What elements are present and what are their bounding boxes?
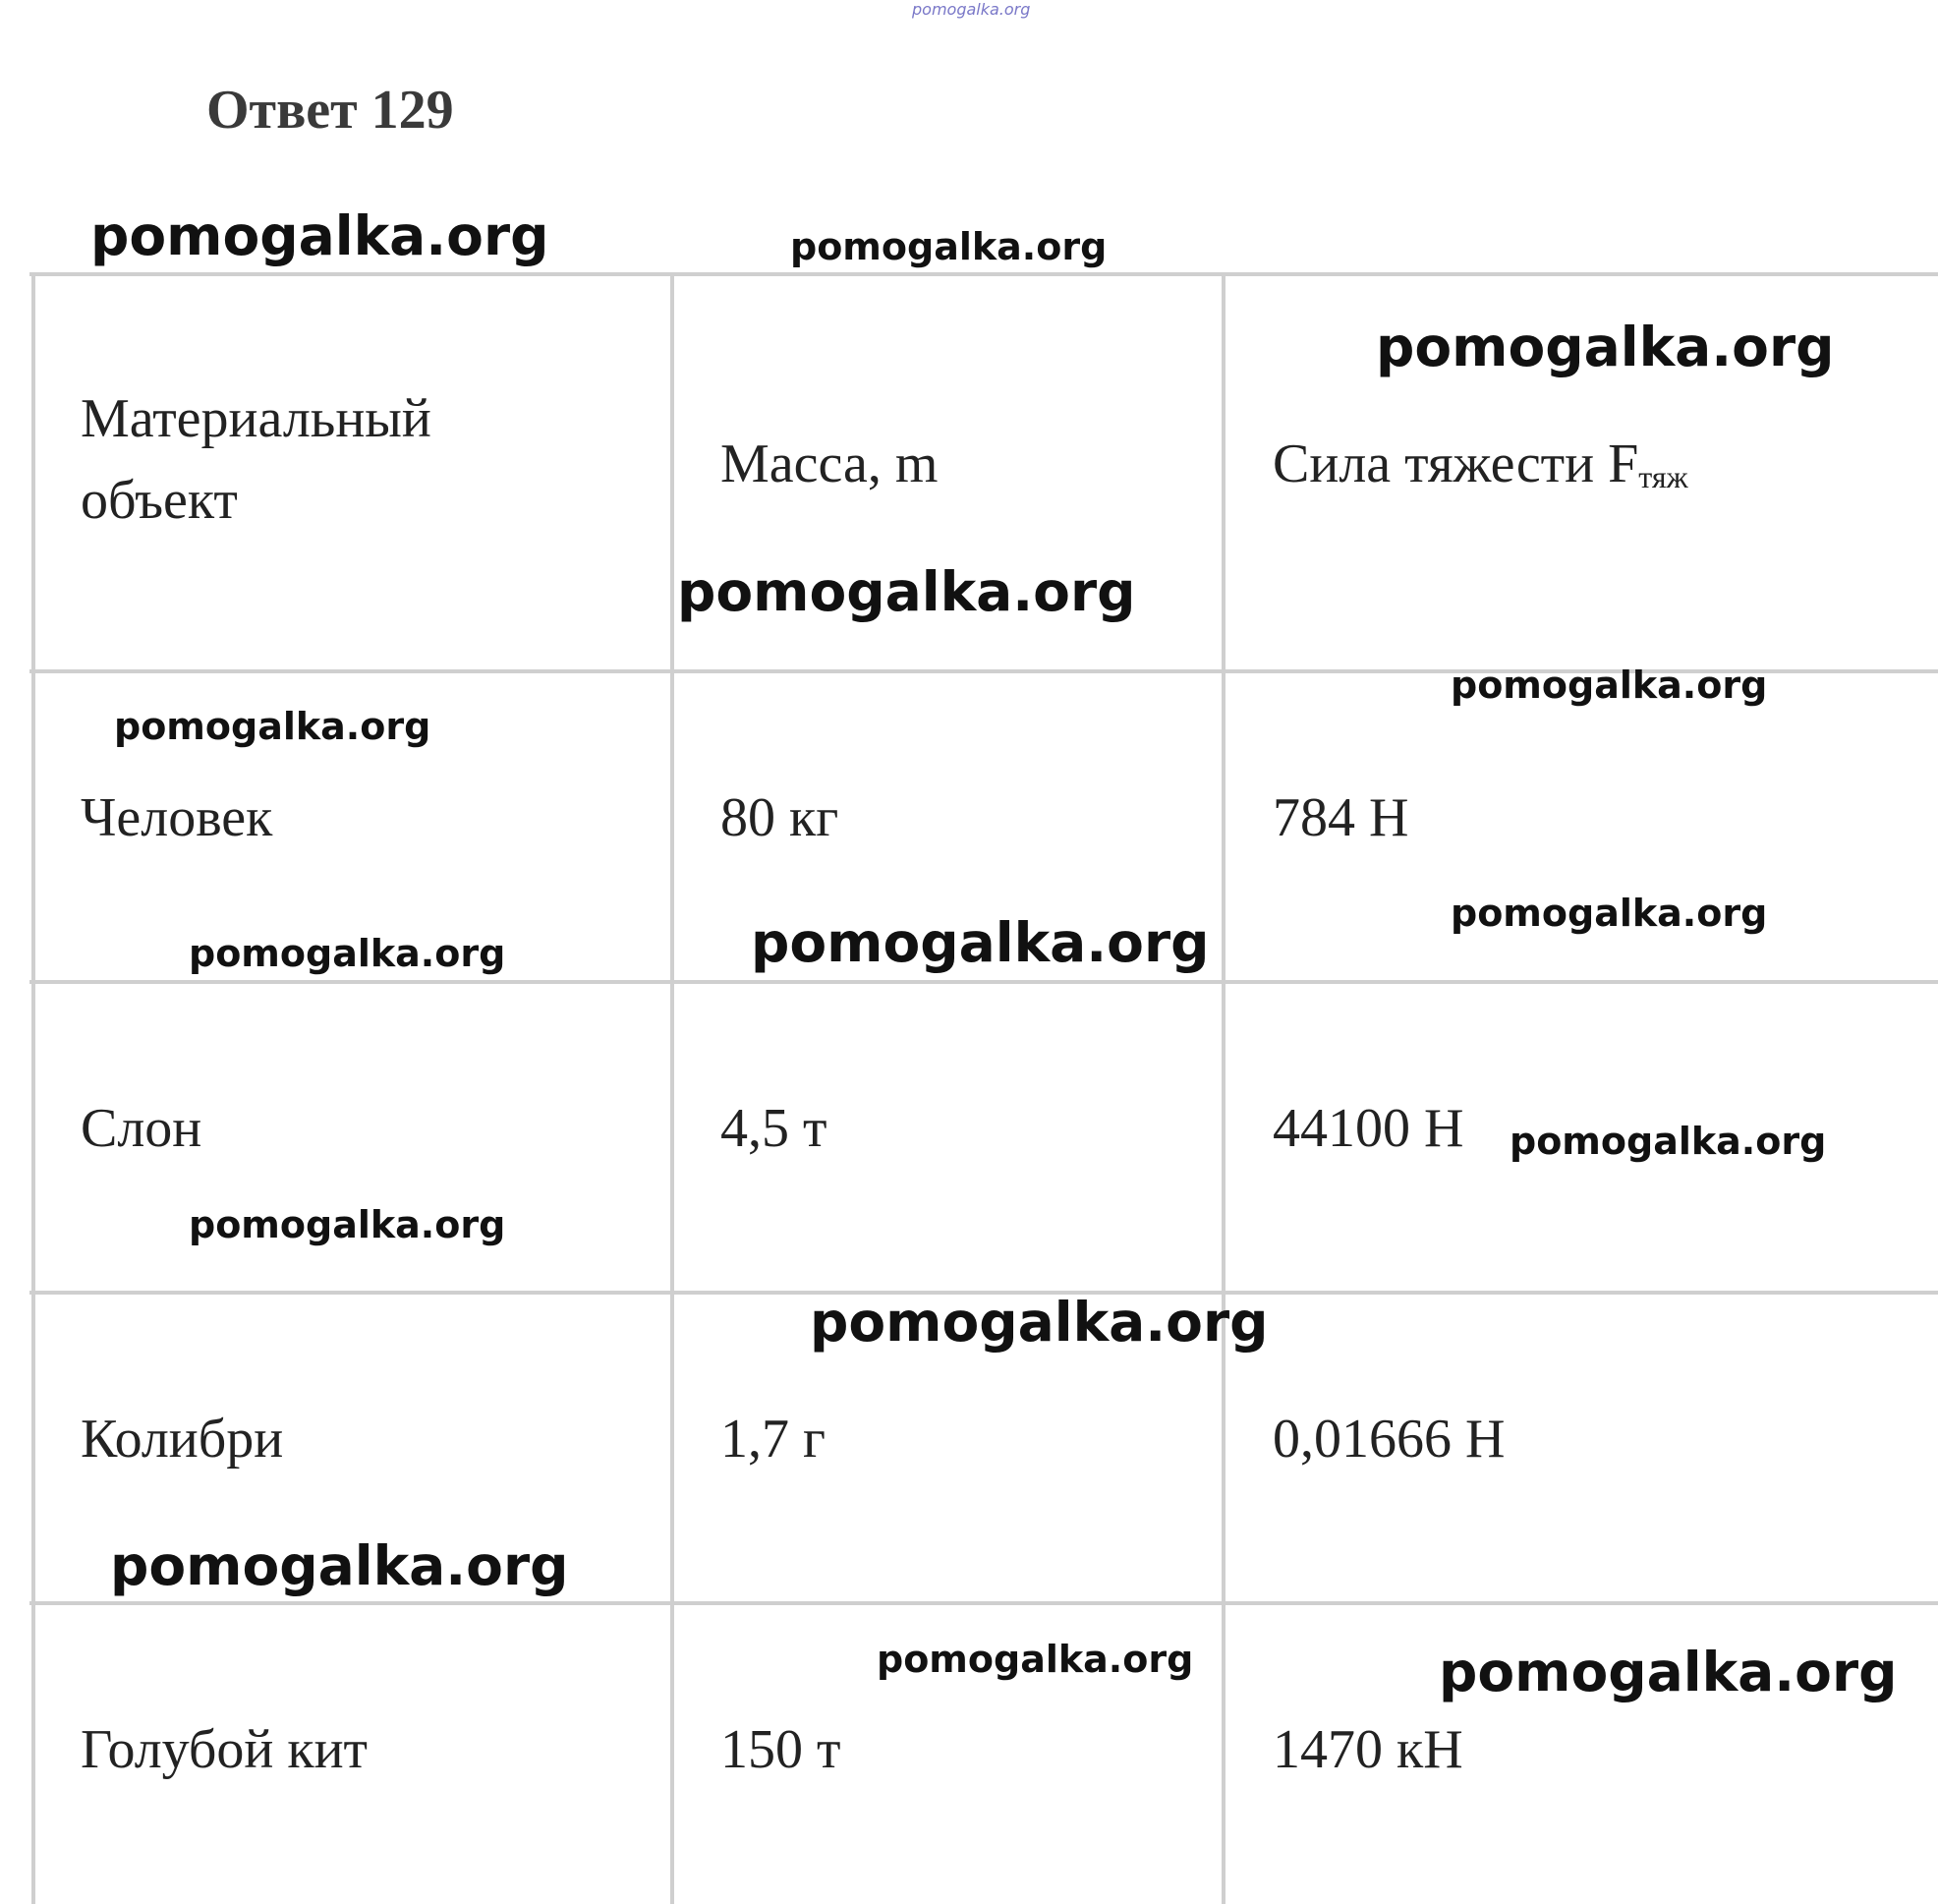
row-3-force: 0,01666 Н — [1273, 1409, 1506, 1470]
header-force-label: Сила тяжести F — [1273, 433, 1639, 494]
row-2-mass: 4,5 т — [720, 1098, 827, 1159]
watermark: pomogalka.org — [110, 1534, 569, 1597]
row-1-mass: 80 кг — [720, 787, 839, 848]
watermark: pomogalka.org — [877, 1638, 1194, 1681]
header-force — [1273, 431, 1688, 497]
table-divider — [29, 980, 1938, 984]
watermark: pomogalka.org — [751, 911, 1210, 974]
row-4-object: Голубой кит — [81, 1719, 369, 1780]
header-object-line1: Материальный — [81, 388, 431, 449]
table-divider — [1222, 274, 1226, 1904]
header-force-subscript: тяж — [1638, 459, 1688, 494]
watermark: pomogalka.org — [114, 705, 431, 748]
row-3-object: Колибри — [81, 1409, 284, 1470]
header-object-line2: объект — [81, 470, 238, 532]
header-mass: Масса, m — [720, 433, 939, 494]
watermark: pomogalka.org — [810, 1291, 1269, 1354]
watermark: pomogalka.org — [189, 932, 506, 975]
table-border-top — [29, 272, 1938, 276]
watermark: pomogalka.org — [677, 560, 1136, 623]
watermark: pomogalka.org — [1376, 316, 1835, 378]
watermark-top: pomogalka.org — [912, 0, 1031, 19]
watermark: pomogalka.org — [1439, 1641, 1898, 1703]
row-1-object: Человек — [81, 787, 273, 848]
row-3-mass: 1,7 г — [720, 1409, 826, 1470]
table-divider — [29, 1601, 1938, 1605]
table-divider — [670, 274, 674, 1904]
row-4-force: 1470 кН — [1273, 1719, 1463, 1780]
row-1-force: 784 Н — [1273, 787, 1409, 848]
row-2-object: Слон — [81, 1098, 202, 1159]
watermark: pomogalka.org — [790, 225, 1108, 268]
header-object — [81, 385, 431, 535]
table-border-left — [31, 274, 35, 1904]
watermark: pomogalka.org — [90, 204, 549, 267]
watermark: pomogalka.org — [1451, 664, 1768, 707]
row-2-force: 44100 Н — [1273, 1098, 1464, 1159]
page-title: Ответ 129 — [206, 80, 454, 141]
watermark: pomogalka.org — [1451, 892, 1768, 935]
row-4-mass: 150 т — [720, 1719, 841, 1780]
watermark: pomogalka.org — [189, 1203, 506, 1246]
watermark: pomogalka.org — [1510, 1120, 1827, 1163]
